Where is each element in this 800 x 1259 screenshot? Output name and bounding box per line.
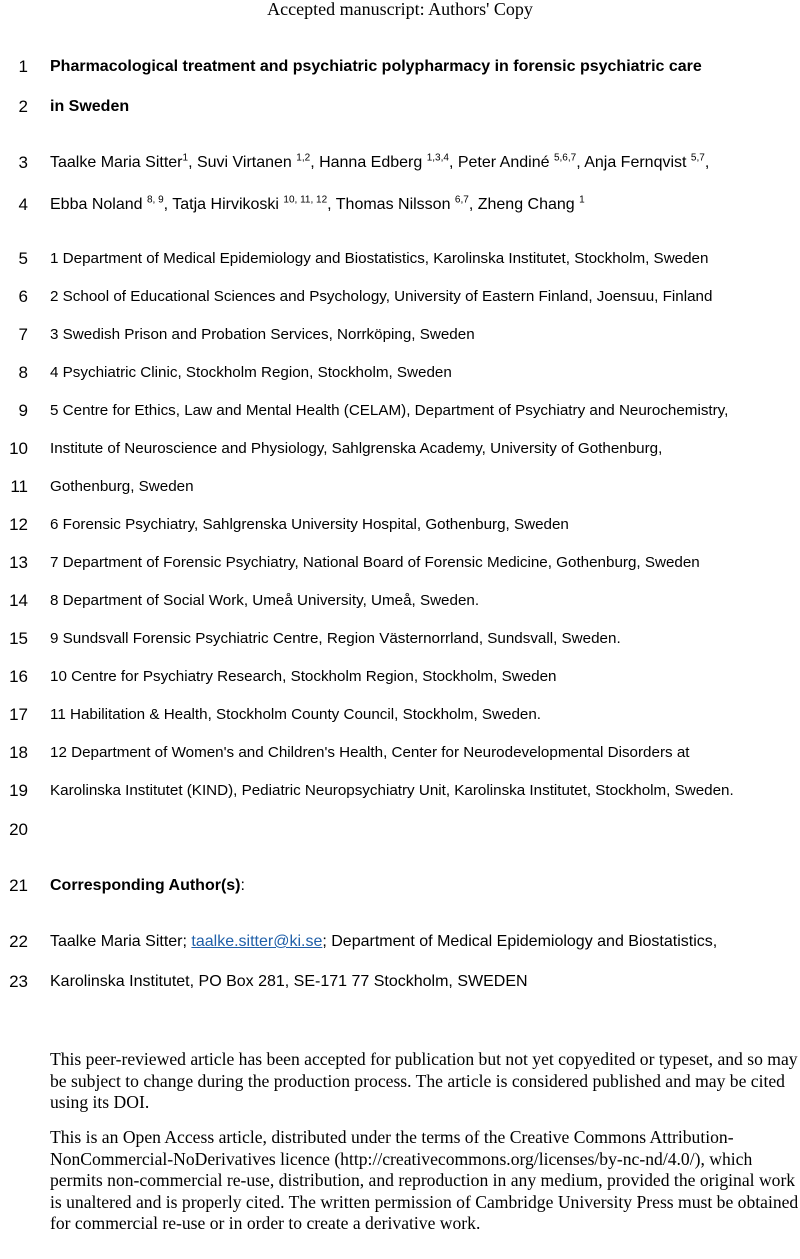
affiliation: 7 Department of Forensic Psychiatry, National Board of Forensic Medicine, Gothenburg, Sweden bbox=[50, 554, 700, 571]
line-number: 18 bbox=[9, 743, 28, 762]
line-number: 7 bbox=[18, 325, 28, 344]
author-affil-sup: 10, 11, 12 bbox=[283, 194, 328, 206]
affiliation: Gothenburg, Sweden bbox=[50, 478, 194, 495]
acceptance-notice: This peer-reviewed article has been accepted for publication but not yet copyedited or typeset, and so may be subject to change during the production process. The article is considered published and may be cited using its DOI. bbox=[50, 1049, 798, 1112]
line-number: 15 bbox=[9, 629, 28, 648]
author-affil-sup: 1 bbox=[182, 152, 189, 164]
line-number: 16 bbox=[9, 667, 28, 686]
manuscript-line bbox=[0, 193, 800, 217]
line-number: 20 bbox=[9, 820, 28, 839]
line-number: 6 bbox=[18, 287, 28, 306]
manuscript-line bbox=[0, 741, 800, 765]
author-affil-sup: 5,7 bbox=[690, 152, 705, 164]
manuscript-line bbox=[0, 665, 800, 689]
author-name: Hanna Edberg bbox=[319, 154, 423, 171]
corresponding-email-link[interactable]: taalke.sitter@ki.se bbox=[191, 933, 323, 950]
author-name: Anja Fernqvist bbox=[584, 154, 687, 171]
manuscript-line bbox=[0, 55, 800, 79]
line-number: 5 bbox=[18, 249, 28, 268]
author-name: Zheng Chang bbox=[477, 196, 575, 213]
author-list: Ebba Noland $^{8, 9}$, Tatja Hirvikoski $^{10, 11, 12}$, Thomas Nilsson $^{6,7}$, Zheng Chang $^1$ bbox=[50, 194, 585, 213]
manuscript-line bbox=[0, 151, 800, 175]
author-name: Tatja Hirvikoski bbox=[172, 196, 279, 213]
corresponding-address-continued: Karolinska Institutet, PO Box 281, SE-171 77 Stockholm, SWEDEN bbox=[50, 973, 528, 990]
affiliation: 11 Habilitation & Health, Stockholm County Council, Stockholm, Sweden. bbox=[50, 706, 542, 723]
manuscript-line bbox=[0, 551, 800, 575]
author-name: Thomas Nilsson bbox=[335, 196, 451, 213]
manuscript-line bbox=[0, 95, 800, 119]
manuscript-line bbox=[0, 818, 800, 842]
manuscript-line bbox=[0, 589, 800, 613]
line-number: 11 bbox=[10, 477, 28, 496]
manuscript-line bbox=[0, 970, 800, 994]
article-title: Pharmacological treatment and psychiatric polypharmacy in forensic psychiatric care bbox=[50, 58, 702, 75]
line-number: 14 bbox=[9, 591, 28, 610]
author-affil-sup: 8, 9 bbox=[146, 194, 164, 206]
line-number: 22 bbox=[9, 932, 28, 951]
manuscript-line bbox=[0, 361, 800, 385]
line-number: 17 bbox=[9, 705, 28, 724]
corresponding-colon: : bbox=[240, 877, 245, 894]
line-number: 10 bbox=[9, 439, 28, 458]
manuscript-line bbox=[0, 874, 800, 898]
affiliation: Karolinska Institutet (KIND), Pediatric Neuropsychiatry Unit, Karolinska Institutet, Stockholm, Sweden. bbox=[50, 782, 734, 799]
author-name: Taalke Maria Sitter bbox=[50, 154, 183, 171]
line-number: 13 bbox=[9, 553, 28, 572]
affiliation: 6 Forensic Psychiatry, Sahlgrenska University Hospital, Gothenburg, Sweden bbox=[50, 516, 569, 533]
affiliation: 5 Centre for Ethics, Law and Mental Health (CELAM), Department of Psychiatry and Neurochemistry, bbox=[50, 402, 729, 419]
corresponding-name: Taalke Maria Sitter; bbox=[50, 933, 192, 950]
affiliation: 4 Psychiatric Clinic, Stockholm Region, Stockholm, Sweden bbox=[50, 364, 452, 381]
line-number: 3 bbox=[18, 153, 28, 172]
line-number: 21 bbox=[9, 876, 28, 895]
affiliation: 8 Department of Social Work, Umeå University, Umeå, Sweden. bbox=[50, 592, 480, 609]
author-affil-sup: 1,2 bbox=[296, 152, 311, 164]
line-number: 12 bbox=[9, 515, 28, 534]
affiliation: 12 Department of Women's and Children's Health, Center for Neurodevelopmental Disorders at bbox=[50, 744, 690, 761]
line-number: 4 bbox=[18, 195, 28, 214]
affiliation: 9 Sundsvall Forensic Psychiatric Centre, Region Västernorrland, Sundsvall, Sweden. bbox=[50, 630, 621, 647]
author-affil-sup: 5,6,7 bbox=[553, 152, 577, 164]
manuscript-line bbox=[0, 247, 800, 271]
author-name: Ebba Noland bbox=[50, 196, 143, 213]
affiliation: Institute of Neuroscience and Physiology, Sahlgrenska Academy, University of Gothenburg, bbox=[50, 440, 663, 457]
manuscript-line bbox=[0, 627, 800, 651]
line-number: 19 bbox=[9, 781, 28, 800]
manuscript-line bbox=[0, 475, 800, 499]
line-number: 23 bbox=[9, 972, 28, 991]
line-number: 2 bbox=[18, 97, 28, 116]
manuscript-line bbox=[0, 779, 800, 803]
affiliation: 1 Department of Medical Epidemiology and Biostatistics, Karolinska Institutet, Stockholm, Sweden bbox=[50, 250, 709, 267]
affiliation: 2 School of Educational Sciences and Psychology, University of Eastern Finland, Joensuu, Finland bbox=[50, 288, 713, 305]
manuscript-line bbox=[0, 703, 800, 727]
author-affil-sup: 1,3,4 bbox=[426, 152, 449, 164]
affiliation: 3 Swedish Prison and Probation Services, Norrköping, Sweden bbox=[50, 326, 475, 343]
author-list: Taalke Maria Sitter$^1$, Suvi Virtanen $^{1,2}$, Hanna Edberg $^{1,3,4}$, Peter Andiné $^{5,6,7}$, Anja Fernqvist $^{5,7}$, bbox=[50, 152, 710, 171]
open-access-notice: This is an Open Access article, distributed under the terms of the Creative Commons Attribution-NonCommercial-NoDerivatives licence (http://creativecommons.org/licenses/by-nc-nd/4.0/), which permits non-commercial re-use, distribution, and reproduction in any medium, provided the original work is unaltered and is properly cited. The written permission of Cambridge University Press must be obtained for commercial re-use or in order to create a derivative work. bbox=[50, 1127, 799, 1233]
author-name: Peter Andiné bbox=[457, 154, 550, 171]
author-affil-sup: 6,7 bbox=[454, 194, 469, 206]
manuscript-line bbox=[0, 323, 800, 347]
corresponding-details bbox=[50, 930, 717, 954]
corresponding-label: Corresponding Author(s) bbox=[50, 877, 241, 894]
affiliation: 10 Centre for Psychiatry Research, Stockholm Region, Stockholm, Sweden bbox=[50, 668, 557, 685]
manuscript-line bbox=[0, 437, 800, 461]
manuscript-line bbox=[0, 285, 800, 309]
line-number: 9 bbox=[18, 401, 28, 420]
author-affil-sup: 1 bbox=[579, 194, 585, 206]
corresponding-address: ; Department of Medical Epidemiology and Biostatistics, bbox=[322, 933, 718, 950]
manuscript-line bbox=[0, 930, 800, 954]
author-name: Suvi Virtanen bbox=[196, 154, 292, 171]
line-number: 8 bbox=[18, 363, 28, 382]
page-header: Accepted manuscript: Authors' Copy bbox=[267, 0, 533, 19]
manuscript-line bbox=[0, 513, 800, 537]
corresponding-heading bbox=[50, 874, 245, 898]
article-title-continued: in Sweden bbox=[50, 98, 130, 115]
line-number: 1 bbox=[18, 57, 28, 76]
manuscript-line bbox=[0, 399, 800, 423]
